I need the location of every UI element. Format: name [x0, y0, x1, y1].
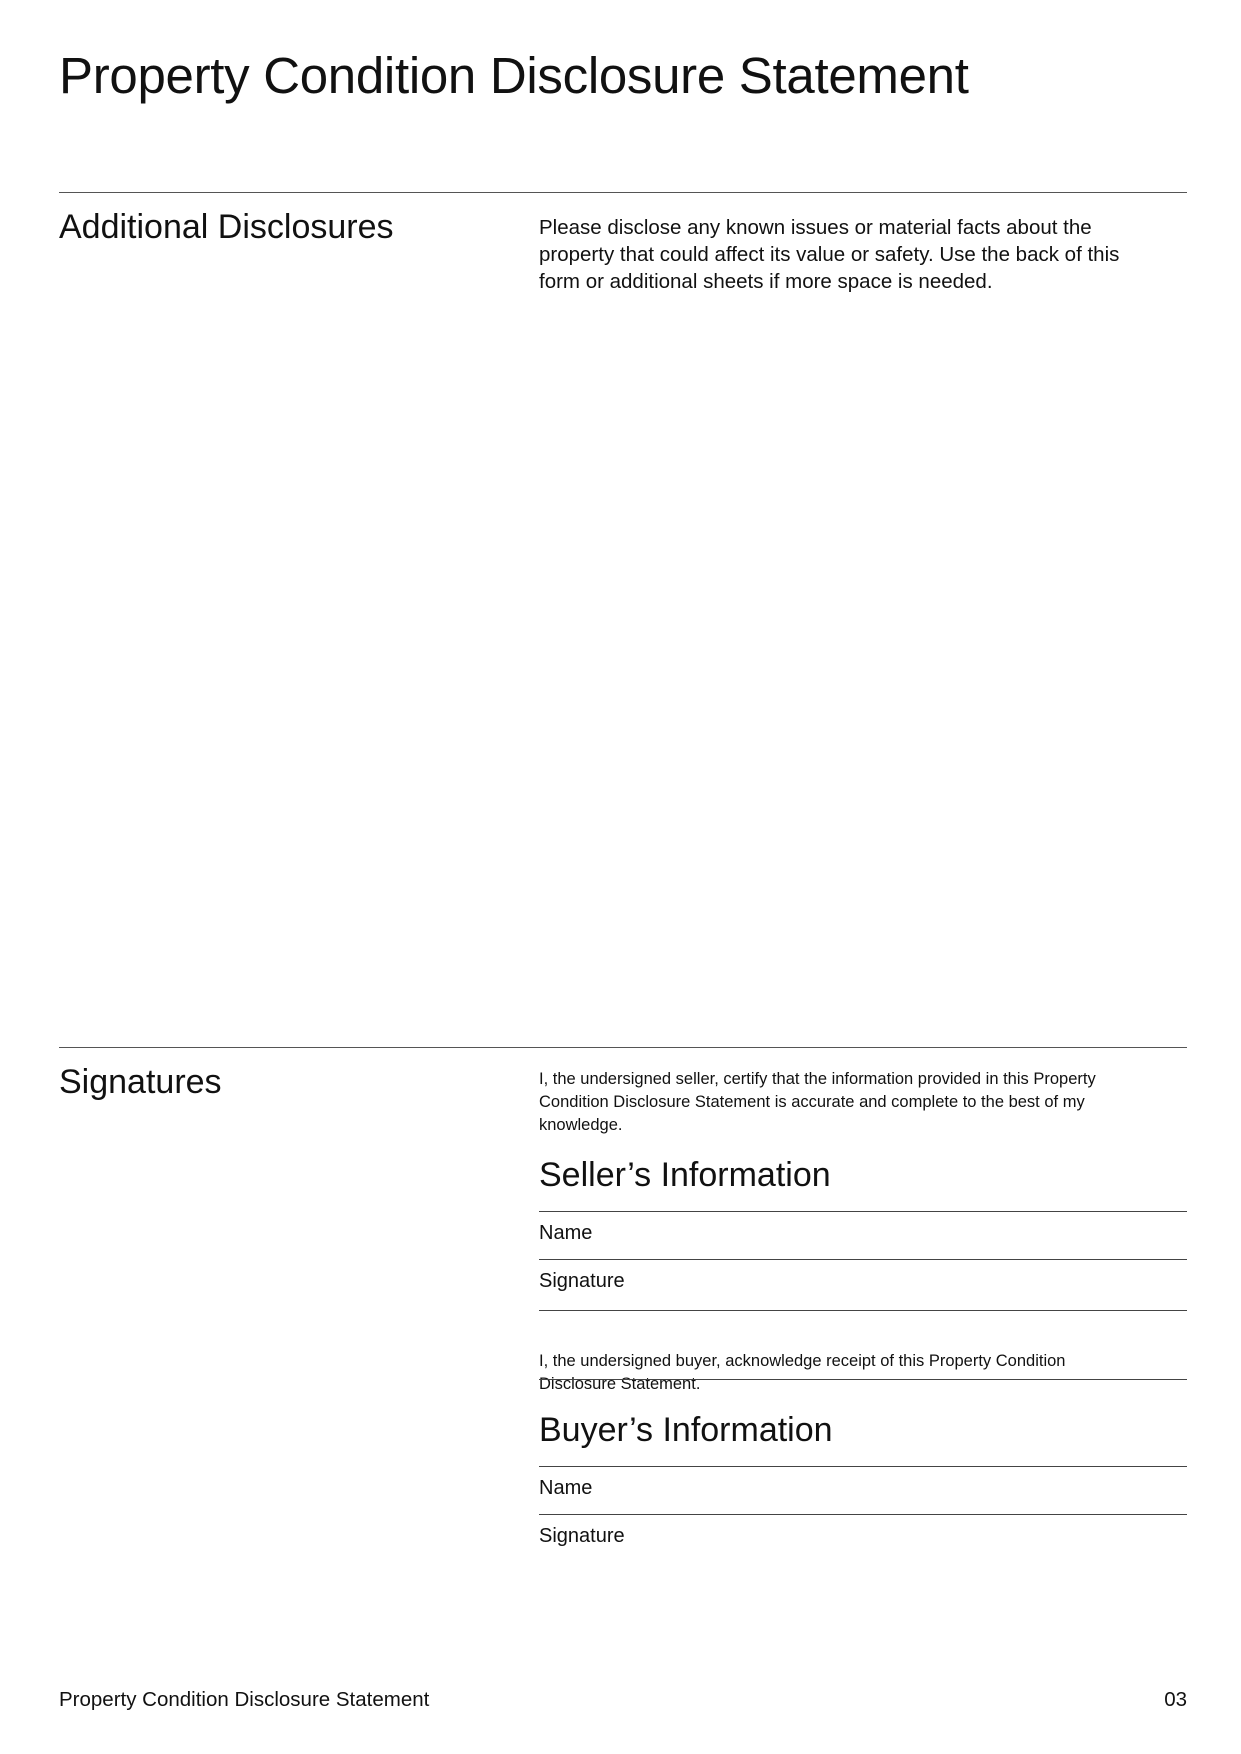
buyer-statement-line	[539, 1379, 1187, 1380]
seller-signature-bottom-line	[539, 1310, 1187, 1311]
seller-signature-label: Signature	[539, 1270, 625, 1292]
buyer-acknowledgement-statement: I, the undersigned buyer, acknowledge receipt of this Property Condition Disclosure Statement.	[539, 1352, 1066, 1393]
buyer-information-heading: Buyer’s Information	[539, 1411, 833, 1449]
additional-disclosures-instructions: Please disclose any known issues or material facts about the property that could affect its value or safety. Use the back of this form or additional sheets if more space is needed.	[539, 216, 1120, 293]
buyer-signature-field[interactable]	[650, 1517, 1187, 1563]
section-divider-signatures	[59, 1047, 1187, 1048]
document-title: Property Condition Disclosure Statement	[59, 47, 969, 104]
additional-disclosures-heading: Additional Disclosures	[59, 208, 394, 246]
buyer-name-field[interactable]	[620, 1469, 1187, 1513]
buyer-signature-line	[539, 1514, 1187, 1515]
seller-certification-statement: I, the undersigned seller, certify that the information provided in this Property Condition Disclosure Statement is accurate and complete to the best of my knowledge.	[539, 1070, 1096, 1134]
buyer-name-line	[539, 1466, 1187, 1467]
seller-name-label: Name	[539, 1222, 593, 1244]
section-divider-additional-disclosures	[59, 192, 1187, 193]
signatures-heading: Signatures	[59, 1063, 222, 1101]
additional-disclosures-field[interactable]	[539, 300, 1187, 1020]
footer-page-number: 03	[1164, 1688, 1187, 1711]
seller-signature-line	[539, 1259, 1187, 1260]
seller-signature-field[interactable]	[650, 1262, 1187, 1308]
seller-name-field[interactable]	[620, 1214, 1187, 1258]
seller-name-line	[539, 1211, 1187, 1212]
buyer-name-label: Name	[539, 1477, 593, 1499]
footer-document-title: Property Condition Disclosure Statement	[59, 1688, 430, 1711]
seller-information-heading: Seller’s Information	[539, 1156, 831, 1194]
buyer-signature-label: Signature	[539, 1525, 625, 1547]
